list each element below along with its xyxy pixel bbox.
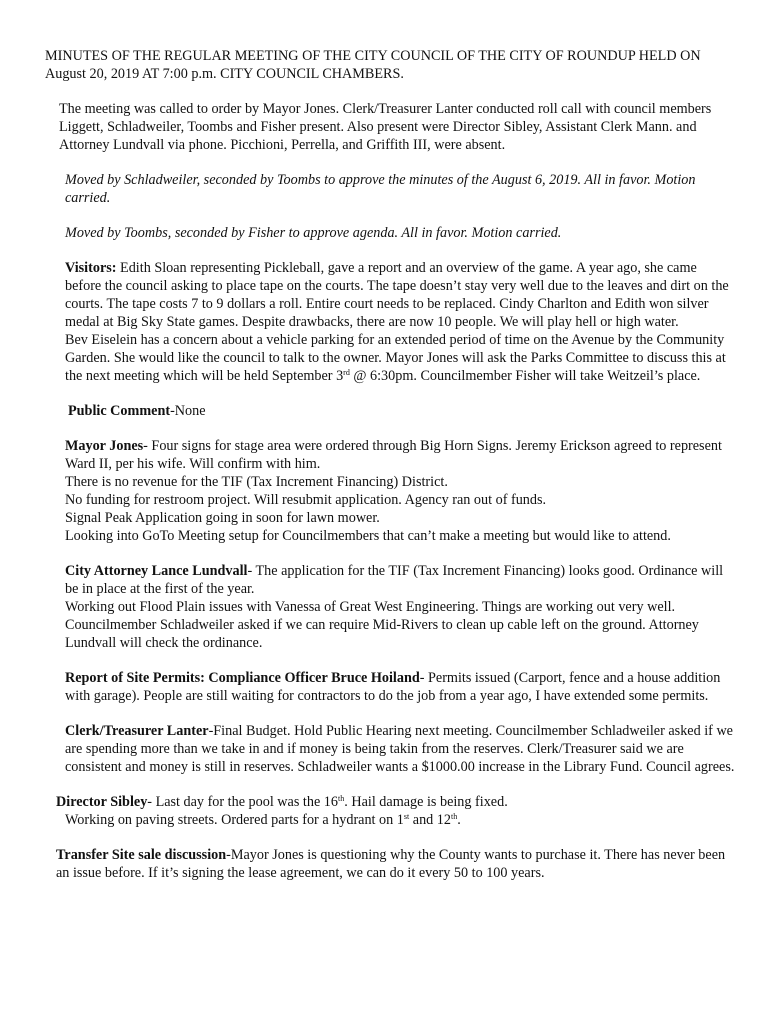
- visitors-text: Edith Sloan representing Pickleball, gave a report and an overview of the game. A year ago, she came before the council asking to place tape on the courts. The tape doesn’t stay very well due to the leaves and dirt on the courts. The tape costs 7 to 9 dollars a roll. Entire court needs to be replaced. Cindy Charlton and Edith won silver medal at Big Sky State games. Despite drawbacks, there are now 10 people. We will play hell or high water.: [65, 260, 729, 330]
- visitors-text-2: Bev Eiselein has a concern about a vehicle parking for an extended period of time on the Avenue by the Community Garden. She would like the council to talk to the owner. Mayor Jones will ask the Parks Committee to discuss this at the next meeting which will be held September 3: [65, 332, 726, 384]
- motion-approve-agenda: Moved by Toombs, seconded by Fisher to approve agenda. All in favor. Motion carried.: [65, 225, 562, 241]
- attorney-heading: City Attorney Lance Lundvall: [65, 563, 248, 579]
- call-to-order: The meeting was called to order by Mayor Jones. Clerk/Treasurer Lanter conducted roll call with council members Liggett, Schladweiler, Toombs and Fisher present. Also present were Director Sibley, Assistant Clerk Mann. and Attorney Lundvall via phone. Picchioni, Perrella, and Griffith III, were absent.: [59, 101, 712, 153]
- public-comment-text: -None: [170, 403, 206, 419]
- director-paragraph-2: [45, 811, 735, 829]
- attorney-text: - The application for the TIF (Tax Increment Financing) looks good. Ordinance will be in place at the first of the year.: [65, 563, 724, 597]
- attorney-section: [45, 562, 735, 598]
- clerk-text: -Final Budget. Hold Public Hearing next meeting. Councilmember Schladweiler asked if we are spending more than we take in and if money is being takin from the reserves. Clerk/Treasurer said we are consistent and money is still in reserves. Schladweiler wants a $1000.00 increase in the Library Fund. Council agrees.: [65, 723, 735, 775]
- mayor-section: [45, 437, 735, 473]
- clerk-section: [45, 722, 735, 776]
- director-text: - Last day for the pool was the 16: [147, 794, 338, 810]
- attorney-paragraph-2: Working out Flood Plain issues with Vanessa of Great West Engineering. Things are working out very well.: [65, 599, 676, 615]
- transfer-section: [45, 846, 735, 882]
- mayor-item: Signal Peak Application going in soon for lawn mower.: [65, 510, 380, 526]
- permits-heading: Report of Site Permits: Compliance Officer Bruce Hoiland: [65, 670, 420, 686]
- attorney-paragraph-3: Councilmember Schladweiler asked if we can require Mid-Rivers to clean up cable left on the ground. Attorney Lundvall will check the ordinance.: [65, 617, 699, 651]
- motion-approve-minutes: Moved by Schladweiler, seconded by Toombs to approve the minutes of the August 6, 2019. All in favor. Motion carried.: [65, 172, 696, 206]
- mayor-item: There is no revenue for the TIF (Tax Increment Financing) District.: [65, 474, 448, 490]
- permits-section: [45, 669, 735, 705]
- mayor-item: No funding for restroom project. Will resubmit application. Agency ran out of funds.: [65, 492, 547, 508]
- mayor-item: Looking into GoTo Meeting setup for Councilmembers that can’t make a meeting but would like to attend.: [65, 528, 671, 544]
- director-text-4: and 12: [409, 812, 451, 828]
- director-text-2: . Hail damage is being fixed.: [344, 794, 508, 810]
- meeting-minutes: [45, 47, 735, 882]
- ordinal-suffix: st: [403, 812, 410, 821]
- director-section: [45, 793, 735, 811]
- visitors-text-3: @ 6:30pm. Councilmember Fisher will take Weitzeil’s place.: [349, 368, 701, 384]
- document-title: MINUTES OF THE REGULAR MEETING OF THE CITY COUNCIL OF THE CITY OF ROUNDUP HELD ON August 20, 2019 AT 7:00 p.m. CITY COUNCIL CHAMBERS.: [45, 48, 701, 82]
- visitors-section: [45, 259, 735, 331]
- director-text-5: .: [457, 812, 461, 828]
- director-heading: Director Sibley: [56, 794, 148, 810]
- mayor-text: - Four signs for stage area were ordered through Big Horn Signs. Jeremy Erickson agreed to represent Ward II, per his wife. Will confirm with him.: [65, 438, 722, 472]
- transfer-text: -Mayor Jones is questioning why the County wants to purchase it. There has never been an issue before. If it’s signing the lease agreement, we can do it every 50 to 100 years.: [56, 847, 726, 881]
- mayor-heading: Mayor Jones: [65, 438, 144, 454]
- ordinal-suffix: rd: [343, 368, 350, 377]
- public-comment-section: [45, 402, 735, 420]
- director-text-3: Working on paving streets. Ordered parts for a hydrant on 1: [65, 812, 404, 828]
- visitors-heading: Visitors:: [65, 260, 117, 276]
- visitors-paragraph-2: [45, 331, 735, 385]
- clerk-heading: Clerk/Treasurer Lanter: [65, 723, 209, 739]
- ordinal-suffix: th: [451, 812, 458, 821]
- transfer-heading: Transfer Site sale discussion: [56, 847, 227, 863]
- public-comment-heading: Public Comment: [68, 403, 171, 419]
- ordinal-suffix: th: [338, 794, 345, 803]
- permits-text: - Permits issued (Carport, fence and a house addition with garage). People are still waiting for contractors to do the job from a year ago, I have extended some permits.: [65, 670, 721, 704]
